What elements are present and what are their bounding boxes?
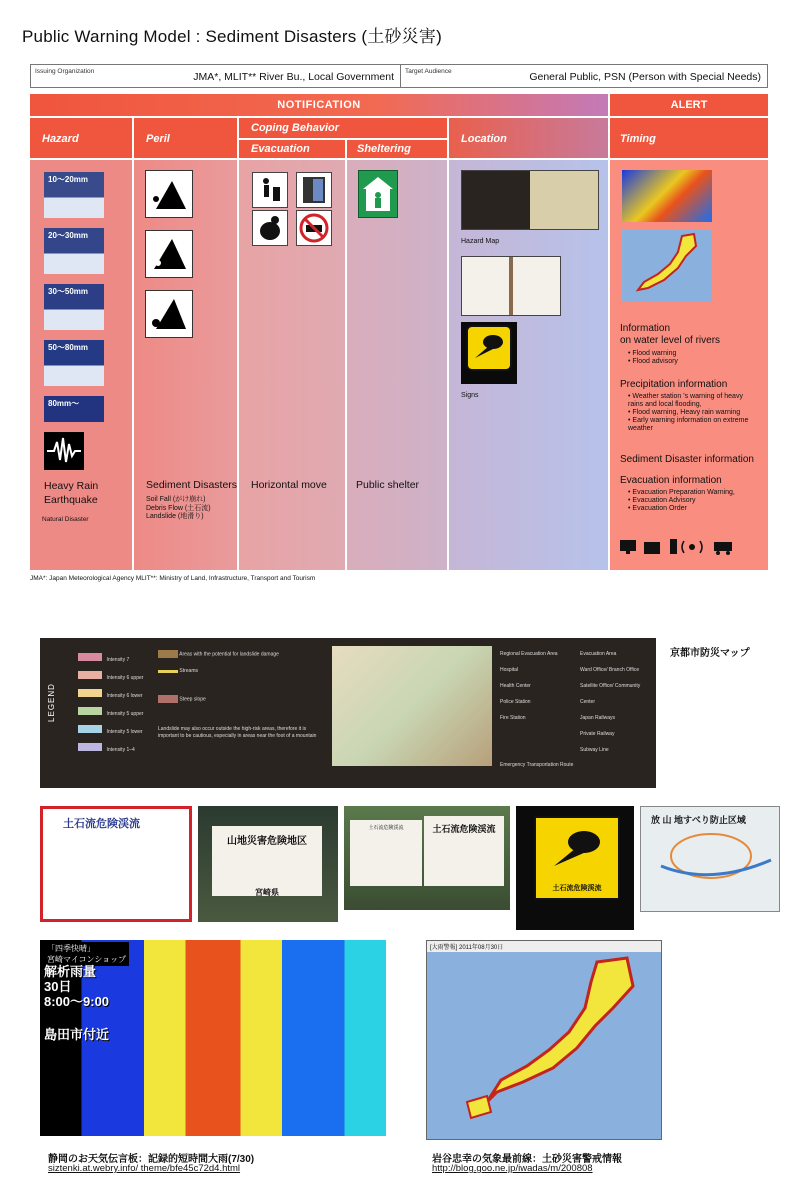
rain-icon-4 bbox=[44, 340, 104, 386]
intensity-label: Intensity 6 upper bbox=[106, 675, 144, 681]
timing-info1 bbox=[620, 323, 720, 347]
hazard-map-thumb bbox=[461, 170, 599, 230]
legend-steep: Steep slope bbox=[179, 696, 206, 703]
japan-alert-map-thumb bbox=[622, 230, 712, 302]
peril-title: Sediment Disasters bbox=[146, 479, 238, 491]
intensity-label: Intensity 5 upper bbox=[106, 711, 144, 717]
facility-item: Regional Evacuation Area bbox=[500, 651, 558, 657]
radar-l2: 30日 bbox=[44, 979, 72, 994]
legend-title bbox=[44, 658, 60, 768]
location-header: Location bbox=[449, 118, 608, 158]
sheltering-header: Sheltering bbox=[347, 140, 447, 158]
timing-info4-item-3: • Evacuation Order bbox=[628, 505, 687, 512]
earthquake-icon bbox=[44, 432, 84, 470]
intensity-label: Intensity 5 lower bbox=[106, 729, 143, 735]
rain-label-4: 50〜80mm bbox=[48, 343, 89, 352]
facility-item: Ward Office/ Branch Office bbox=[580, 667, 640, 673]
intensity-list bbox=[78, 648, 143, 756]
sign-3b-board: 土石流危険渓流 bbox=[424, 816, 504, 886]
sheltering-column bbox=[347, 160, 447, 570]
sign-2-board bbox=[212, 826, 322, 896]
shelter-icon bbox=[358, 170, 398, 218]
peril-items bbox=[146, 496, 211, 522]
issuing-cell bbox=[31, 65, 401, 87]
sign-5-main: 地すべり防止区域 bbox=[674, 815, 746, 825]
sheltering-text: Public shelter bbox=[356, 479, 420, 491]
warning-sign-thumb bbox=[461, 322, 517, 384]
kyoto-map-label: 京都市防災マップ bbox=[670, 648, 750, 659]
intensity-label: Intensity 1–4 bbox=[106, 747, 135, 753]
audience-label: Target Audience bbox=[405, 68, 452, 75]
timing-info2-item-2: • Flood warning, Heavy rain warning bbox=[628, 409, 741, 416]
timing-info1-item-2-text: Flood advisory bbox=[632, 358, 678, 365]
notification-header: NOTIFICATION bbox=[30, 94, 608, 116]
timing-info2-items bbox=[628, 393, 760, 433]
url-1[interactable]: siztenki.at.webry.info/ theme/bfe45c72d4.html bbox=[48, 1163, 241, 1174]
footnote: JMA*: Japan Meteorological Agency MLIT**: Ministry of Land, Infrastructure, Transport and Tourism bbox=[30, 575, 316, 582]
facility-item: Hospital bbox=[500, 667, 519, 673]
intensity-label: Intensity 7 bbox=[106, 657, 130, 663]
radar-top-label bbox=[44, 942, 129, 966]
intensity-row bbox=[78, 720, 143, 738]
caption-1: 静岡のお天気伝言板：記録的短時間大雨(7/30) bbox=[48, 1154, 255, 1165]
sign-2-text: 山地災害危険地区 bbox=[227, 836, 307, 847]
hazard-line1: Heavy Rain bbox=[44, 480, 99, 492]
intensity-row bbox=[78, 738, 143, 756]
landslide-icon bbox=[145, 290, 193, 338]
rain-icon-2 bbox=[44, 228, 104, 274]
rain-radar-image bbox=[40, 940, 386, 1136]
evacuate-door-icon bbox=[296, 172, 332, 208]
rain-label-1: 10〜20mm bbox=[48, 175, 89, 184]
rain-radar-thumb bbox=[622, 170, 712, 222]
legend-desc bbox=[158, 650, 328, 740]
timing-info4-item-2: • Evacuation Advisory bbox=[628, 497, 696, 504]
hazard-line2: Earthquake bbox=[44, 494, 98, 506]
sign-5-text bbox=[641, 807, 779, 826]
timing-info1-line1: Information bbox=[620, 323, 671, 334]
legend-map-thumb bbox=[332, 646, 492, 766]
soil-fall-icon bbox=[145, 170, 193, 218]
sign-2-sub: 宮崎県 bbox=[255, 888, 279, 897]
sign-5-prefix: 放 山 bbox=[651, 815, 672, 825]
peril-item-1: Soil Fall (がけ崩れ) bbox=[146, 496, 206, 503]
sign-3-board: 土石流危険渓流 bbox=[350, 820, 422, 886]
timing-info2-item-3-text: Early warning information on extreme weather bbox=[628, 417, 749, 432]
timing-info2-item-1: • Weather station 's warning of heavy rains and local flooding, bbox=[628, 393, 743, 408]
legend-potential: Areas with the potential for landslide damage bbox=[179, 651, 279, 658]
audience-cell bbox=[401, 65, 767, 87]
facility-list bbox=[500, 646, 558, 726]
legend-streams: Streams bbox=[179, 668, 199, 675]
coping-header: Coping Behavior bbox=[239, 118, 447, 138]
radar-l1: 解析雨量 bbox=[44, 964, 97, 979]
radar-shop: 宮崎マイコンショップ bbox=[47, 955, 127, 964]
hazard-text bbox=[44, 479, 98, 507]
timing-info4: Evacuation information bbox=[620, 475, 722, 486]
hazard-header: Hazard bbox=[30, 118, 132, 158]
facility-list-2 bbox=[580, 646, 656, 758]
sign-photo-4 bbox=[516, 806, 634, 930]
issuing-value: JMA*, MLIT** River Bu., Local Government bbox=[193, 71, 394, 83]
facility-item: Satellite Office/ Community Center bbox=[580, 683, 641, 705]
timing-info2-item-1-text: Weather station 's warning of heavy rains and local flooding, bbox=[628, 393, 743, 408]
peril-item-2: Debris Flow (土石流) bbox=[146, 504, 211, 512]
rain-label-5: 80mm〜 bbox=[48, 399, 80, 408]
timing-info1-line2: on water level of rivers bbox=[620, 335, 721, 346]
timing-info1-items bbox=[628, 350, 678, 366]
info-bar bbox=[30, 64, 768, 88]
audience-value: General Public, PSN (Person with Special Needs) bbox=[529, 71, 761, 83]
rain-icon-3 bbox=[44, 284, 104, 330]
peril-header: Peril bbox=[134, 118, 237, 158]
sign-photo-3 bbox=[344, 806, 510, 910]
sign-4-board bbox=[534, 816, 620, 900]
kyoto-legend-panel bbox=[40, 638, 656, 788]
evacuation-header: Evacuation bbox=[239, 140, 345, 158]
url-2[interactable]: http://blog.goo.ne.jp/iwadas/m/200808 bbox=[432, 1163, 593, 1174]
facility-item: Health Center bbox=[500, 683, 531, 689]
sign-4-text: 土石流危険渓流 bbox=[552, 885, 602, 892]
sign-photo-1 bbox=[40, 806, 192, 922]
sign-photo-5 bbox=[640, 806, 780, 912]
caption-2: 岩谷忠幸の気象最前線：土砂災害警戒情報 bbox=[432, 1154, 622, 1165]
legend-note: Landslide may also occur outside the high-risk areas, therefore it is important to be cautious, especially in areas near the foot of a mountain bbox=[158, 725, 317, 739]
facility-item: Evacuation Area bbox=[580, 651, 617, 657]
facility-item: Police Station bbox=[500, 699, 531, 705]
rain-icon-1 bbox=[44, 172, 104, 218]
legend-route: Emergency Transportation Route bbox=[500, 762, 574, 768]
facility-item: Subway Line bbox=[580, 747, 609, 753]
facility-item: Fire Station bbox=[500, 715, 526, 721]
timing-info2-item-3: • Early warning information on extreme weather bbox=[628, 417, 749, 432]
map-header: [大雨警報] 2011年08月30日 bbox=[427, 941, 661, 952]
radar-top: 「四季快晴」 bbox=[47, 944, 95, 953]
sign-1-text: 土石流危険渓流 bbox=[63, 818, 140, 830]
timing-info4-item-1: • Evacuation Preparation Warning, bbox=[628, 489, 735, 496]
intensity-row bbox=[78, 702, 143, 720]
no-car-icon bbox=[296, 210, 332, 246]
timing-info4-item-1-text: Evacuation Preparation Warning, bbox=[632, 489, 735, 496]
timing-header: Timing bbox=[610, 118, 768, 158]
peril-item-3: Landslide (地滑り) bbox=[146, 513, 204, 520]
hazard-note: Natural Disaster bbox=[42, 516, 89, 523]
hazard-map-label: Hazard Map bbox=[461, 238, 500, 245]
timing-info4-item-2-text: Evacuation Advisory bbox=[632, 497, 696, 504]
timing-info3: Sediment Disaster information bbox=[620, 454, 754, 465]
facility-item: Japan Railways bbox=[580, 715, 616, 721]
facility-item: Private Railway bbox=[580, 731, 615, 737]
timing-info4-items bbox=[628, 489, 735, 513]
rain-icon-5 bbox=[44, 396, 104, 422]
timing-info2: Precipitation information bbox=[620, 379, 728, 390]
timing-info4-item-3-text: Evacuation Order bbox=[632, 505, 687, 512]
rain-label-2: 20〜30mm bbox=[48, 231, 89, 240]
intensity-row bbox=[78, 666, 143, 684]
radar-l4: 島田市付近 bbox=[44, 1027, 110, 1042]
page-title: Public Warning Model : Sediment Disasters (土砂災害) bbox=[22, 27, 442, 46]
signs-label: Signs bbox=[461, 392, 479, 399]
timing-info2-item-2-text: Flood warning, Heavy rain warning bbox=[632, 409, 741, 416]
issuing-label: Issuing Organization bbox=[35, 68, 95, 75]
alert-header: ALERT bbox=[610, 94, 768, 116]
sign-photo-2 bbox=[198, 806, 338, 922]
rain-label-3: 30〜50mm bbox=[48, 287, 89, 296]
evacuate-bag-icon bbox=[252, 210, 288, 246]
timing-info1-item-1-text: Flood warning bbox=[632, 350, 677, 357]
japan-warning-map bbox=[426, 940, 662, 1140]
intensity-row bbox=[78, 684, 143, 702]
debris-flow-icon bbox=[145, 230, 193, 278]
radar-title bbox=[44, 964, 109, 1009]
timing-info1-item-2: • Flood advisory bbox=[628, 358, 678, 365]
timing-info1-item-1: • Flood warning bbox=[628, 350, 677, 357]
legend-title-text: LEGEND bbox=[46, 683, 56, 722]
media-icons bbox=[620, 538, 740, 556]
evacuation-text: Horizontal move bbox=[251, 479, 327, 491]
signs-photo-thumb bbox=[461, 256, 561, 316]
radar-l3: 8:00〜9:00 bbox=[44, 994, 110, 1009]
intensity-label: Intensity 6 lower bbox=[106, 693, 143, 699]
intensity-row bbox=[78, 648, 143, 666]
evacuate-person-icon bbox=[252, 172, 288, 208]
